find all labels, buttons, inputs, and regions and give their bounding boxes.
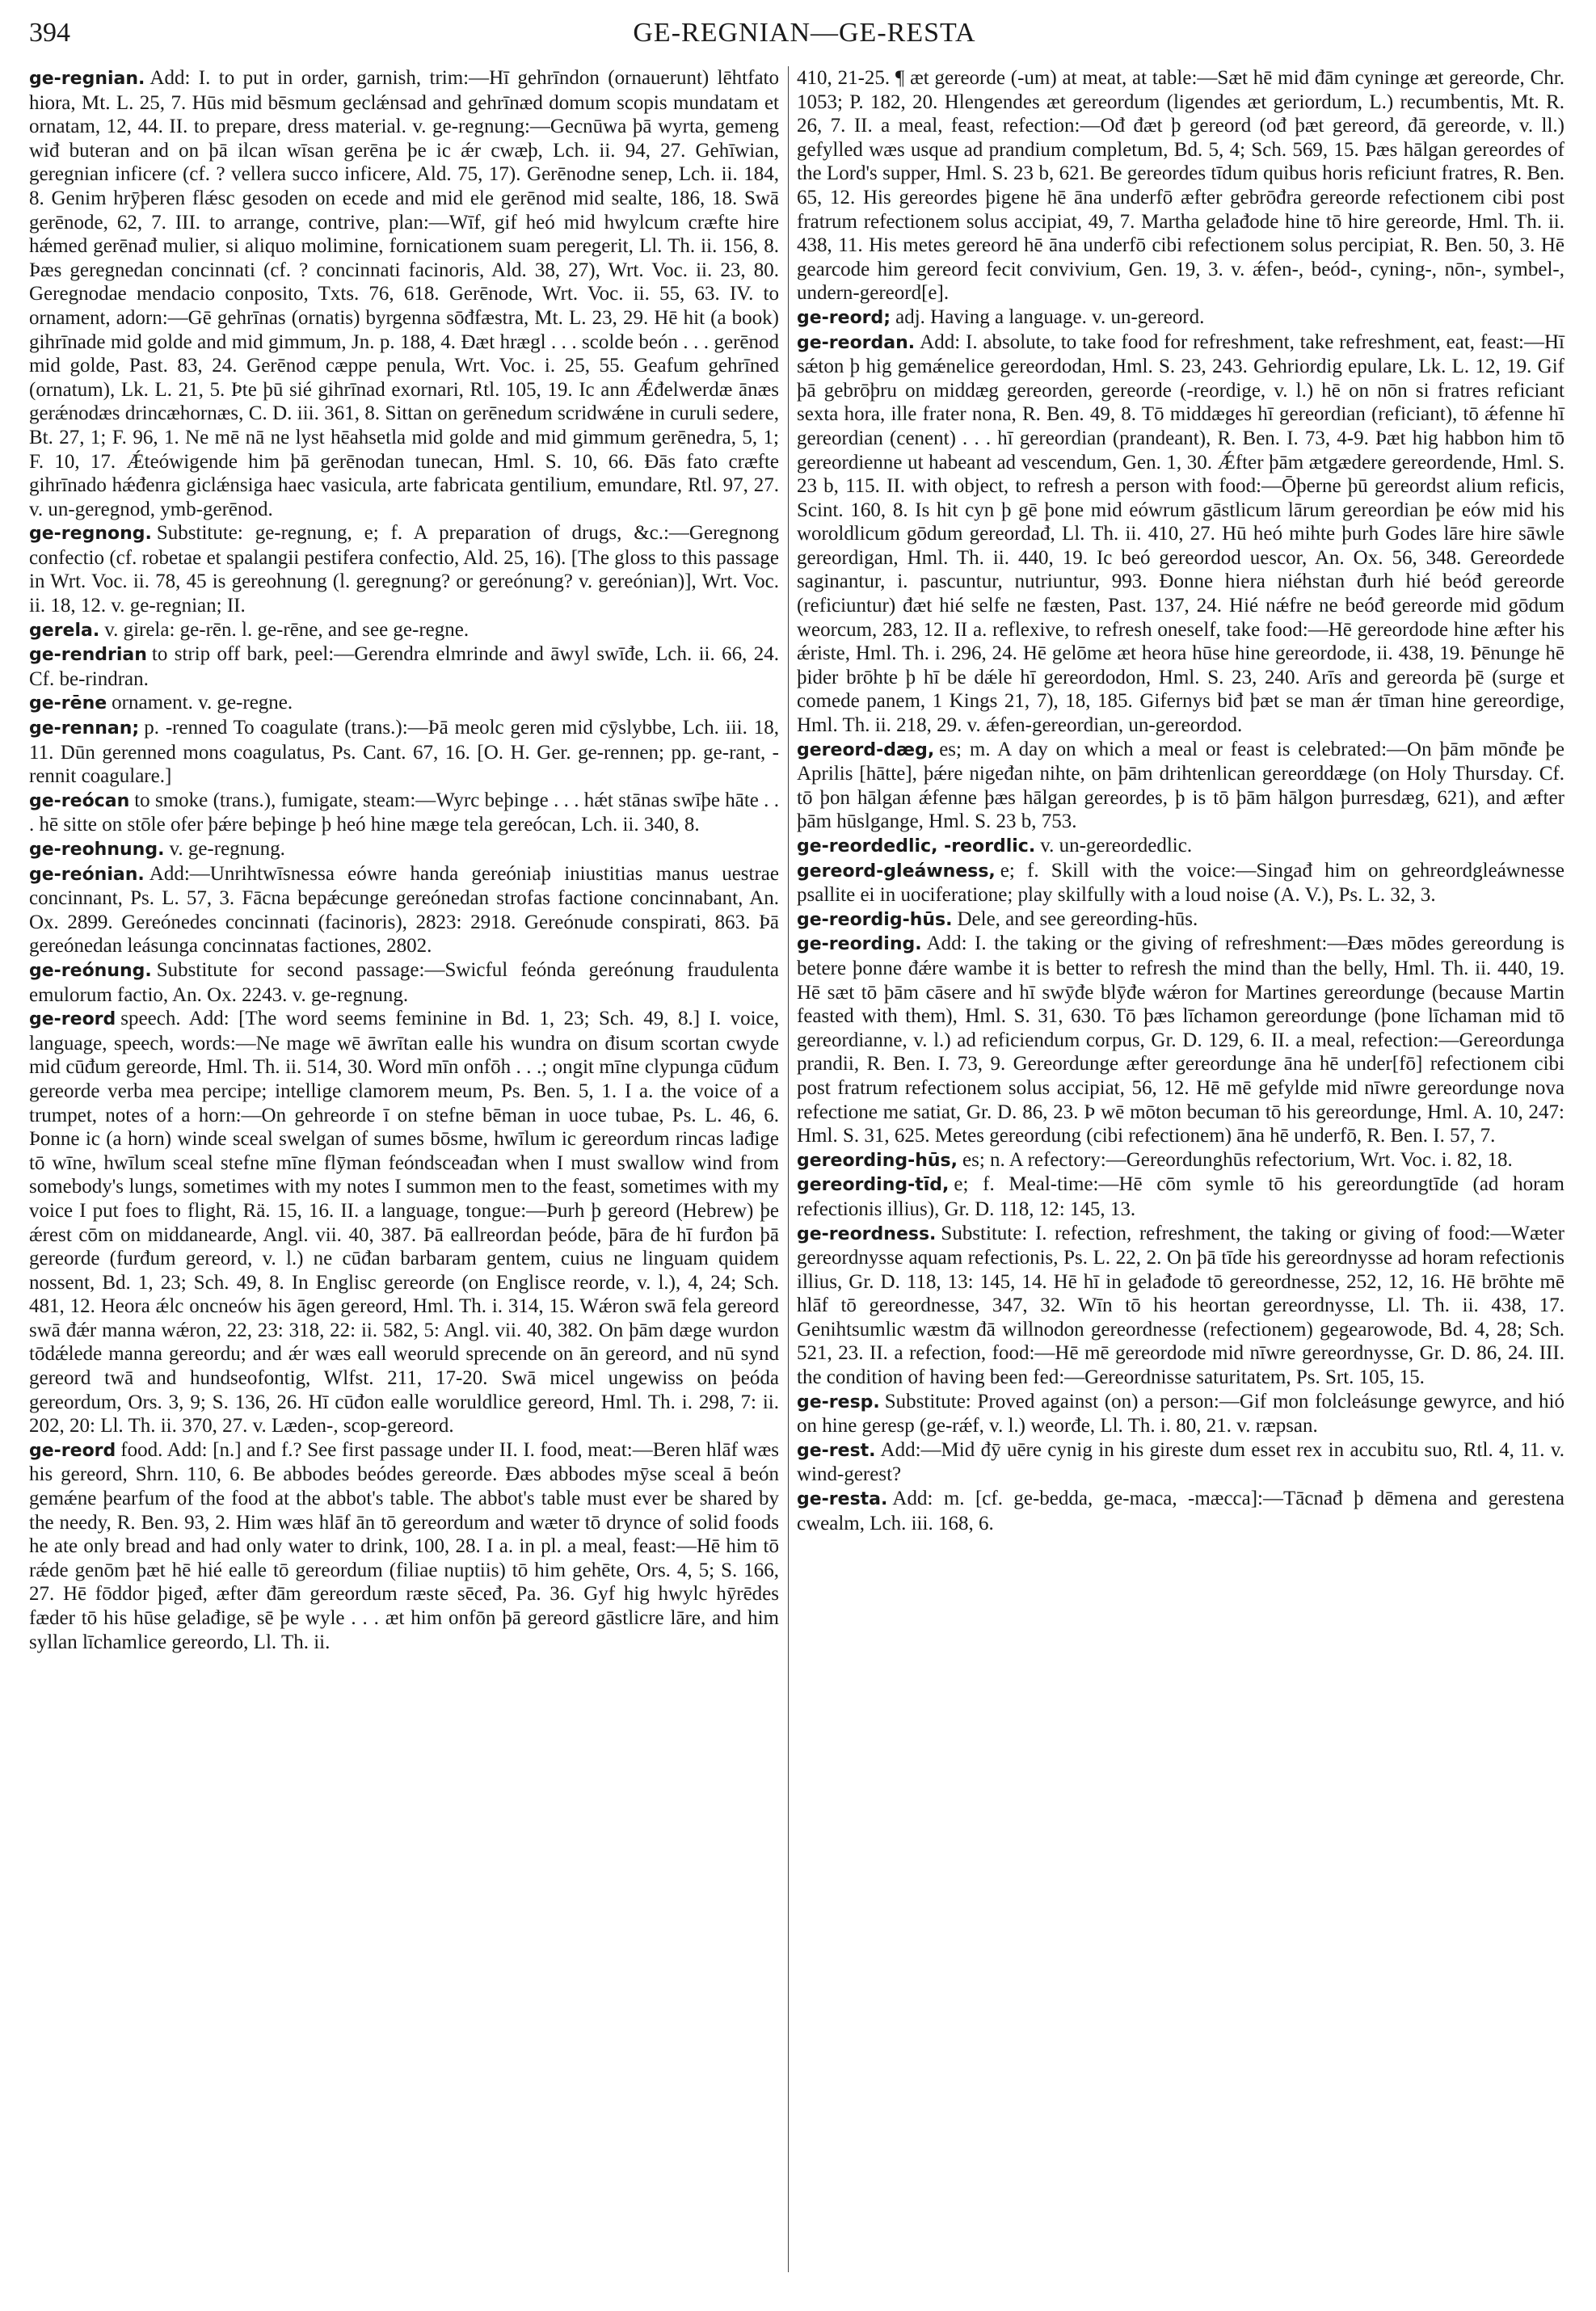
entry-body: v. ge-regnung. bbox=[169, 838, 285, 860]
dictionary-entry bbox=[797, 66, 1564, 305]
left-column bbox=[29, 66, 779, 1654]
dictionary-entry bbox=[797, 1390, 1564, 1438]
dictionary-entry bbox=[29, 66, 779, 521]
dictionary-entry bbox=[29, 789, 779, 837]
entry-headword: ge-reónian. bbox=[29, 864, 145, 885]
entry-headword: ge-reohnung. bbox=[29, 840, 165, 860]
dictionary-entry bbox=[29, 1007, 779, 1438]
entry-headword: gerela. bbox=[29, 620, 100, 641]
entry-body: v. un-gereordedlic. bbox=[1040, 835, 1193, 857]
entry-headword: ge-reord; bbox=[797, 307, 891, 328]
entry-body: e; f. Skill with the voice:—Singađ him on gehreordgleáwnesse psallite ei in uociferatione; play skilfully with a loud noise (A. V.), Ps. L. 32, 3. bbox=[797, 859, 1564, 907]
right-column bbox=[797, 66, 1564, 1535]
dictionary-entry bbox=[797, 1172, 1564, 1221]
entry-body: ornament. v. ge-regne. bbox=[112, 692, 293, 714]
entry-body: to strip off bark, peel:—Gerendra elmrinde and āwyl swīđe, Lch. ii. 66, 24. Cf. be-rindran. bbox=[29, 643, 779, 690]
entry-body: e; f. Meal-time:—Hē cōm symle tō his gereordungtīde (ad horam refectionis illius), Gr. D. 118, 12: 145, 13. bbox=[797, 1173, 1564, 1220]
entry-headword: ge-reordan. bbox=[797, 332, 916, 353]
entry-headword: ge-reónung. bbox=[29, 960, 152, 981]
entry-headword: gereording-hūs, bbox=[797, 1150, 958, 1171]
entry-headword: ge-reordig-hūs. bbox=[797, 909, 953, 930]
dictionary-entry bbox=[29, 958, 779, 1007]
entry-headword: ge-resp. bbox=[797, 1391, 880, 1412]
dictionary-entry bbox=[29, 716, 779, 789]
dictionary-entry bbox=[797, 1148, 1564, 1173]
entry-headword: ge-regnian. bbox=[29, 69, 145, 89]
entry-body: Add: m. [cf. ge-bedda, ge-maca, -mæcca]:—Tācnađ þ dēmena and gerestena cwealm, Lch. iii. 168, 6. bbox=[797, 1488, 1564, 1534]
entry-headword: ge-rēne bbox=[29, 693, 107, 714]
entry-headword: ge-reócan bbox=[29, 790, 130, 811]
entry-body: adj. Having a language. v. un-gereord. bbox=[895, 305, 1205, 328]
entry-headword: ge-resta. bbox=[797, 1489, 888, 1510]
dictionary-entry bbox=[797, 305, 1564, 330]
entry-headword: ge-reordedlic, -reordlic. bbox=[797, 836, 1036, 857]
entry-headword: ge-reord bbox=[29, 1009, 116, 1030]
dictionary-entry bbox=[797, 1222, 1564, 1390]
page-header bbox=[29, 18, 1580, 58]
dictionary-entry bbox=[797, 1487, 1564, 1535]
dictionary-entry bbox=[797, 834, 1564, 859]
dictionary-entry bbox=[29, 837, 779, 862]
entry-body: Add:—Mid đȳ uēre cynig in his gireste dum esset rex in accubitu suo, Rtl. 4, 11. v. wind-gerest? bbox=[797, 1438, 1564, 1486]
entry-body: p. -renned To coagulate (trans.):—Þā meolc geren mid cȳslybbe, Lch. iii. 18, 11. Dūn gerenned mons coagulatus, Ps. Cant. 67, 16. [O. H. Ger. ge-rennen; pp. ge-rant, -rennit coagulare.] bbox=[29, 717, 779, 788]
dictionary-entry bbox=[29, 1438, 779, 1654]
entry-body: food. Add: [n.] and f.? See first passage under II. I. food, meat:—Beren hlāf wæs his gereord, Shrn. 110, 6. Be abbodes beódes gereorde. Đæs abbodes mȳse sceal ā beón gemǽne þearfum of the food at the abbot's table. The abbot's table must ever be shared by the needy, R. Ben. 93, 2. Him wæs hlāf ān tō gereordum and wæter tō drynce of solid foods he ate only bread and had only water to drink, 100, 28. I a. in pl. a meal, feast:—Hē him tō rǽde genōm þæt hē hié ealle tō gereordum (filiae nuptiis) tō him gehēte, Ors. 4, 5; S. 166, 27. Hē fōddor þigeđ, æfter đām gereordum ræste sēceđ, Pa. 36. Gyf hig hwylc hȳrēdes fæder tō his hūse gelađige, sē þe wyle . . . æt him onfōn þā gereord gāstlicre lāre, and him syllan līchamlice gereordo, Ll. Th. ii. bbox=[29, 1438, 779, 1653]
entry-body: Add: I. to put in order, garnish, trim:—Hī gehrīndon (ornauerunt) lēhtfato hiora, Mt. L. 25, 7. Hūs mid bēsmum geclǽnsad and gehrīnæd domum scopis mundatam et ornatam, 12, 44. II. to prepare, dress material. v. ge-regnung:—Gecnūwa þā wyrta, gemeng wiđ buteran and on þā ilcan wīsan gerēna þe ic ǽr cwæþ, Lch. ii. 94, 27. Gehīwian, geregnian inficere (cf. ? vellera succo inficere, Ald. 75, 17). Gerēnodne senep, Lch. ii. 184, 8. Genim hrȳþeren flǽsc gesoden on ecede and mid ele gerēnod mid sealte, 186, 18. Swā gerēnode, 62, 7. III. to arrange, contrive, plan:—Wīf, gif heó mid hwylcum cræfte hire hǽmed gerēnađ mulier, si aliquo molimine, fornicationem suam peregerit, Ll. Th. ii. 156, 8. Þæs geregnedan concinnati (cf. ? concinnati facinoris, Ald. 38, 27), Wrt. Voc. ii. 23, 80. Geregnodae mendacio conposito, Txts. 76, 618. Gerēnode, Wrt. Voc. ii. 55, 63. IV. to ornament, adorn:—Gē gehrīnas (ornatis) byrgenna sōđfæstra, Mt. L. 23, 29. Hē hit (a book) gihrīnade mid golde and mid gimmum, Jn. p. 188, 4. Đæt hrægl . . . scolde beón . . . gerēnod mid golde, Past. 83, 24. Gerēnod cæppe penula, Wrt. Voc. i. 25, 55. Geafum gehrīned (ornatum), Lk. L. 21, 5. Þte þū sié gihrīnad exornari, Rtl. 105, 19. Ic ann Ǽđelwerdæ ānæs gerǽnodæs drincæhornæs, C. D. iii. 361, 8. Sittan on gerēnedum scridwǽne in curuli sedere, Bt. 27, 1; F. 96, 1. Ne mē nā ne lyst hēahsetla mid golde and mid gimmum gerēnedra, 5, 1; F. 10, 17. Ǽteówigende him þā gerēnodan tunecan, Hml. S. 10, 66. Đās fato cræfte gihrīnado hǽđenra giclǽnsiga haec vasicula, arte fabricata gentilium, emundare, Rtl. 97, 27. v. un-geregnod, ymb-gerēnod. bbox=[29, 67, 779, 520]
dictionary-entry bbox=[29, 862, 779, 958]
entry-body: Substitute: ge-regnung, e; f. A preparation of drugs, &c.:—Geregnong confectio (cf. robetae et spalangii pestifera confectio, Ald. 25, 16). [The gloss to this passage in Wrt. Voc. ii. 78, 45 is gereohnung (l. geregnung? or gereónung? v. gereónian)], Wrt. Voc. ii. 18, 12. v. ge-regnian; II. bbox=[29, 522, 779, 617]
dictionary-entry bbox=[797, 932, 1564, 1147]
dictionary-entry bbox=[29, 521, 779, 617]
dictionary-entry bbox=[797, 1438, 1564, 1487]
entry-body: speech. Add: [The word seems feminine in Bd. 1, 23; Sch. 49, 8.] I. voice, language, speech, words:—Ne mage wē āwrītan ealle his wundra on đisum scortan cwyde mid cūđum gereorde, Hml. Th. ii. 514, 30. Word mīn onfōh . . .; ongit mīne clypunga cūđum gereorde verba mea percipe; intellige clamorem meum, Ps. Ben. 5, 1. I a. the voice of a trumpet, notes of a horn:—On gehreorde ī on stefne bēman in uoce tubae, Ps. L. 46, 6. Þonne ic (a horn) winde sceal swelgan of sumes bōsme, hwīlum ic gereordum rincas lađige tō wīne, hwīlum sceal stefne mīne flȳman feóndsceađan when I must swallow wind from somebody's lungs, sometimes with my notes I summon men to the feast, sometimes with my voice I put foes to flight, Rä. 15, 16. II. a language, tongue:—Þurh þ gereord (Hebrew) þe ǽrest cōm on middanearde, Angl. vii. 40, 387. Þā eallreordan þeóde, þāra đe hī furđon þā gereorde (furđum gereord, v. l.) ne cūđan barbaram gentem, cuius ne linguam quidem nossent, Bd. 1, 23; Sch. 49, 8. In Englisc gereorde (on Englisce reorde, v. l.), 4, 24; Sch. 481, 12. Heora ǽlc oncneów his āgen gereord, Hml. Th. i. 314, 15. Wǽron swā fela gereord swā đǽr manna wǽron, 22, 23: 318, 22: ii. 582, 5: Angl. vii. 40, 382. On þām dæge wurdon tōdǽlede manna gereordu; and ǽr wæs eall weoruld sprecende on ān gereord, and nū synd gereord twā and hundseofontig, Wlfst. 211, 17-20. Swā micel ungewiss on þeóda gereordum, Ors. 3, 9; S. 136, 26. Hī cūđon ealle woruldlice gereord, Hml. Th. i. 298, 7: ii. 202, 20: Ll. Th. ii. 370, 27. v. Læden-, scop-gereord. bbox=[29, 1008, 779, 1438]
dictionary-entry bbox=[29, 618, 779, 643]
entry-body: Add:—Unrihtwīsnessa eówre handa gereóniaþ iniustitias manus uestrae concinnant, Ps. L. 57, 3. Fācna bepǽcunge gereónedan strofas factione concinnabant, An. Ox. 2899. Gereónedes concinnati (facinoris), 2823: 2918. Gereónude conspirati, 863. Þā gereónedan leásunga concinnatas factiones, 2802. bbox=[29, 862, 779, 958]
running-title: GE-REGNIAN—GE-RESTA bbox=[633, 18, 976, 48]
entry-body: Substitute: Proved against (on) a person:—Gif mon folcleásunge gewyrce, and hió on hine geresp (ge-rǽf, v. l.) weorđe, Ll. Th. i. 80, 21. v. ræpsan. bbox=[797, 1390, 1564, 1438]
dictionary-entry bbox=[797, 907, 1564, 932]
entry-body: Add: I. the taking or the giving of refreshment:—Đæs mōdes gereordung is betere þonne đǽre wambe it is better to refresh the mind than the belly, Hml. Th. ii. 440, 19. Hē sæt tō þām cāsere and hī swȳđe blȳđe wǽron for Martines gereordunge (because Martin feasted with them), Hml. S. 31, 630. Tō þæs līchamon gereordunge (þone līchaman mid tō gereordianne, v. l.) ad reficiendum corpus, Gr. D. 129, 6. II. a meal, refection:—Gereordunga prandii, R. Ben. I. 73, 9. Gereordunge æfter gereordunge āna hē under[fō] refectionem cibi post fratrum refectionem solus accipiat, 56, 12. Hē mē gefylde mid nīwre gereordunge nova refectione me satiat, Gr. D. 86, 23. Þ wē mōton becuman tō his gereordunge, Hml. A. 10, 247: Hml. S. 31, 625. Metes gereordung (cibi refectionem) āna hē underfō, R. Ben. I. 57, 7. bbox=[797, 932, 1564, 1147]
entry-body: to smoke (trans.), fumigate, steam:—Wyrc beþinge . . . hǽt stānas swīþe hāte . . . hē sitte on stōle ofer þǽre beþinge þ heó hine mæge tela gereócan, Lch. ii. 340, 8. bbox=[29, 789, 779, 836]
page-number: 394 bbox=[29, 18, 70, 48]
entry-headword: gereord-gleáwness, bbox=[797, 861, 996, 882]
entry-headword: ge-reordness. bbox=[797, 1223, 937, 1244]
dictionary-entry bbox=[29, 691, 779, 716]
entry-body: 410, 21-25. ¶ æt gereorde (-um) at meat, at table:—Sæt hē mid đām cyninge æt gereorde, Chr. 1053; P. 182, 20. Hlengendes æt gereordum (ligendes æt geriordum, L.) recumbentis, Mt. R. 26, 7. II. a meal, feast, refection:—Ođ đæt þ gereord (ođ þæt gereord, đā gereorde, v. ll.) gefylled wæs usque ad prandium completum, Bd. 5, 4; Sch. 569, 15. Þæs hālgan gereordes of the Lord's supper, Hml. S. 23 b, 621. Be gereordes tīdum quibus horis reficiunt fratres, R. Ben. 65, 12. His gereordes þigene hē āna underfō æfter gebrōđra gereorde refectionem cibi post fratrum refectionem solus accipiat, 49, 7. Martha gelađode hine tō hire gereorde, Hml. Th. ii. 438, 11. His metes gereord hē āna underfō cibi refectionem solus percipiat, R. Ben. 50, 3. Hē gearcode him gereord fecit convivium, Gen. 19, 3. v. ǽfen-, beód-, cyning-, nōn-, symbel-, undern-gereord[e]. bbox=[797, 67, 1564, 305]
entry-headword: gereord-dæg, bbox=[797, 739, 935, 760]
dictionary-entry bbox=[797, 330, 1564, 738]
entry-body: es; m. A day on which a meal or feast is celebrated:—On þām mōnđe þe Aprilis [hātte], þǽre nigeđan nihte, on þām drihtenlican gereorddæge (on Holy Thursday. Cf. tō þon hālgan ǽfenne þæs hālgan gereordes, þ is tō þām hālgon þurresdæg, 621), and æfter þām hūslgange, Hml. S. 23 b, 753. bbox=[797, 738, 1564, 833]
entry-body: Dele, and see gereording-hūs. bbox=[957, 907, 1198, 930]
dictionary-entry bbox=[797, 859, 1564, 907]
entry-headword: ge-rendrian bbox=[29, 645, 147, 666]
dictionary-entry bbox=[29, 642, 779, 691]
entry-headword: ge-reord bbox=[29, 1440, 116, 1461]
entry-headword: ge-reording. bbox=[797, 934, 922, 955]
entry-headword: ge-regnong. bbox=[29, 524, 152, 545]
entry-body: es; n. A refectory:—Gereordunghūs refectorium, Wrt. Voc. i. 82, 18. bbox=[962, 1148, 1513, 1171]
dictionary-entry bbox=[797, 738, 1564, 834]
entry-headword: ge-rest. bbox=[797, 1440, 876, 1461]
entry-headword: ge-rennan; bbox=[29, 718, 140, 739]
entry-body: v. girela: ge-rēn. l. ge-rēne, and see ge-regne. bbox=[104, 618, 470, 641]
entry-body: Add: I. absolute, to take food for refreshment, take refreshment, eat, feast:—Hī sǽton þ hig gemǽnelice gereordodan, Hml. S. 23, 243. Gehriordig epulare, Lk. L. 12, 19. Gif þā gebrōþru on middæg gereorden, gereorde (-reordige, v. l.) hē on nōn si fratres reficiant sexta hora, ille frater nona, R. Ben. 49, 8. Tō middæges hī gereordian (reficiant), tō ǽfenne hī gereordian (cenent) . . . hī gereordian (prandeant), R. Ben. I. 73, 4-9. Þæt hig habbon him tō gereordienne ut habeant ad vescendum, Gen. 1, 30. Ǽfter þām ætgædere gereordende, Hml. S. 23 b, 115. II. with object, to refresh a person with food:—Ōþerne þū gereordst alium reficis, Scint. 160, 8. Is hit cyn þ gē þone mid eówrum gāstlicum lārum gereordian þe eów mid his woroldlicum gōdum gereordađ, Ll. Th. ii. 410, 27. Hū heó mihte þurh Godes lāre hire sāwle gereordigan, Hml. Th. ii. 440, 19. Ic beó gereordod uescor, An. Ox. 56, 348. Gereordede saginantur, i. pascuntur, nutriuntur, 993. Đonne hiera niéhstan đurh hié beóđ gereorde (reficiuntur) đæt hié selfe ne fæsten, Past. 137, 24. Hié nǽfre ne beóđ gereorde mid gōdum weorcum, 283, 12. II a. reflexive, to refresh oneself, take food:—Hē gereordode hine æfter his ǽriste, Hml. Th. i. 296, 24. Hē gelōme æt heora hūse hine gereordode, ii. 438, 19. Þēnunge hē þider brōhte þ hī be dǽle hī gereordodon, Hml. S. 23, 240. Arīs and gereorda þē (surge et comede panem, 1 Kings 21, 7), 18, 185. Gifernys biđ þæt se man ǽr tīman hine gereordige, Hml. Th. ii. 218, 29. v. ǽfen-gereordian, un-gereordod. bbox=[797, 330, 1564, 737]
entry-headword: gereording-tīd, bbox=[797, 1175, 950, 1196]
entry-body: Substitute: I. refection, refreshment, the taking or giving of food:—Wæter gereordnysse aquam refectionis, Ps. L. 22, 2. On þā tīde his gereordnysse ad horam refectionis illius, Gr. D. 118, 13: 145, 14. Hē hī in gelađode tō gereordnesse, 252, 12, 16. Hē brōhte mē hlāf tō gereordnesse, 347, 32. Wīn tō his heortan gereordnysse, Ll. Th. ii. 438, 17. Genihtsumlic wæstm đā willnodon gereordnesse (refectionem) gegearowode, Bd. 4, 28; Sch. 521, 23. II. a refection, food:—Hē mē gereordode mid nīwre gereordnysse, Gr. D. 86, 24. III. the condition of having been fed:—Gereordnisse saturitatem, Ps. Srt. 105, 15. bbox=[797, 1222, 1564, 1389]
entry-body: Substitute for second passage:—Swicful feónda gereónung fraudulenta emulorum factio, An. Ox. 2243. v. ge-regnung. bbox=[29, 958, 779, 1006]
column-divider bbox=[788, 66, 789, 2272]
